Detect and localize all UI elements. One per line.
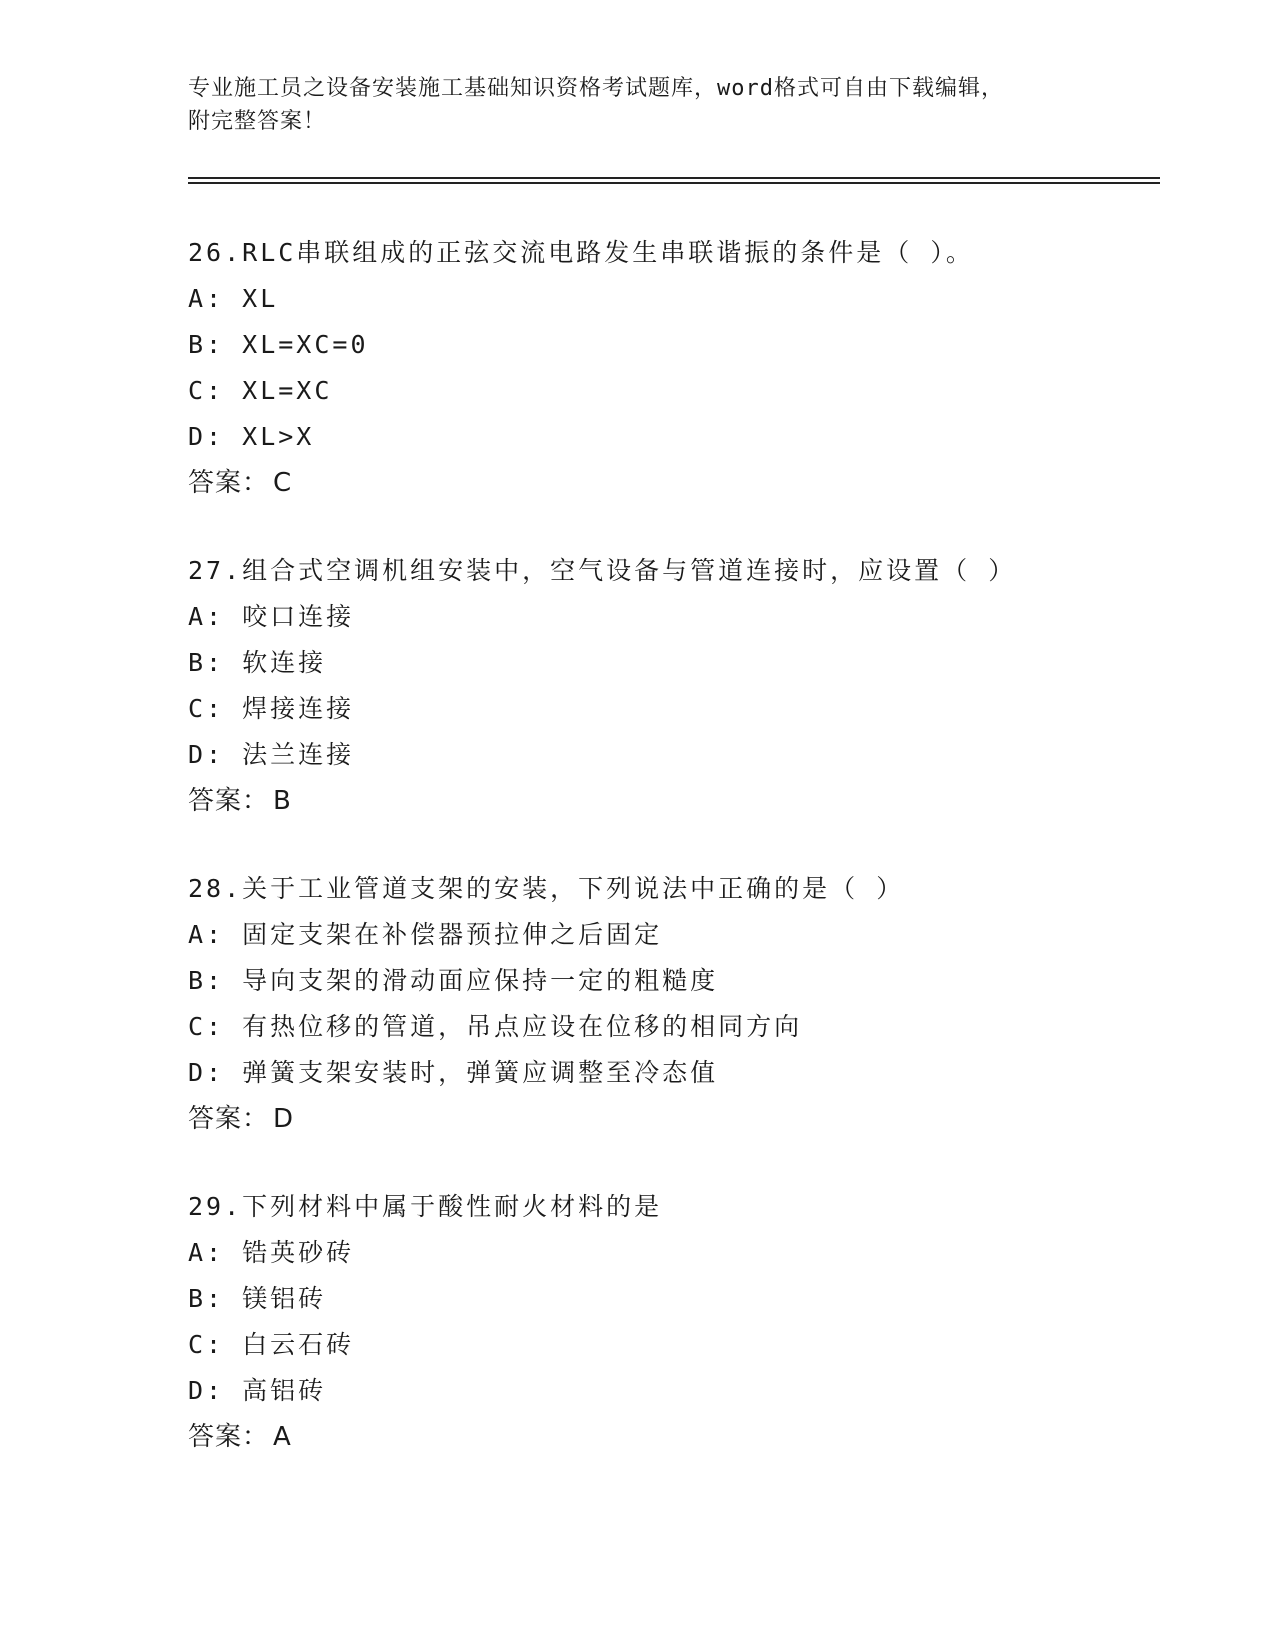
option-b: B: XL=XC=0 (188, 330, 369, 359)
answer-label: 答案： (188, 468, 270, 498)
option-c: C: 有热位移的管道，吊点应设在位移的相同方向 (188, 1012, 803, 1041)
option-c: C: XL=XC (188, 376, 333, 405)
option-d: D: 弹簧支架安装时，弹簧应调整至冷态值 (188, 1058, 719, 1087)
option-a: A: 固定支架在补偿器预拉伸之后固定 (188, 920, 663, 949)
answer-label: 答案： (188, 1104, 270, 1134)
answer-line (188, 1096, 1168, 1142)
answer-line (188, 1414, 1168, 1460)
question-block (188, 548, 1168, 824)
option-b: B: 软连接 (188, 648, 327, 677)
option-d: D: XL>X (188, 422, 315, 451)
option-a: A: 咬口连接 (188, 602, 355, 631)
header-line-2: 附完整答案！ (188, 109, 327, 134)
option-a: A: XL (188, 284, 279, 313)
answer-label: 答案： (188, 1422, 270, 1452)
answer-line (188, 460, 1168, 506)
option-c: C: 白云石砖 (188, 1330, 355, 1359)
option-a: A: 锆英砂砖 (188, 1238, 355, 1267)
option-b: B: 导向支架的滑动面应保持一定的粗糙度 (188, 966, 719, 995)
header-line-1: 专业施工员之设备安装施工基础知识资格考试题库，word格式可自由下载编辑， (188, 76, 1004, 101)
question-block (188, 866, 1168, 1142)
header-divider-top (188, 177, 1160, 179)
document-header (188, 72, 1088, 138)
question-text: 27.组合式空调机组安装中，空气设备与管道连接时，应设置（ ） (188, 556, 1017, 585)
question-block (188, 1184, 1168, 1460)
header-divider-bottom (188, 182, 1160, 184)
answer-value: A (273, 1422, 292, 1452)
option-b: B: 镁铝砖 (188, 1284, 327, 1313)
option-d: D: 法兰连接 (188, 740, 355, 769)
question-block (188, 230, 1168, 506)
answer-value: D (273, 1104, 295, 1134)
answer-value: C (273, 468, 293, 498)
answer-line (188, 778, 1168, 824)
answer-value: B (273, 786, 292, 816)
option-c: C: 焊接连接 (188, 694, 355, 723)
question-text: 29.下列材料中属于酸性耐火材料的是 (188, 1192, 663, 1221)
answer-label: 答案： (188, 786, 270, 816)
question-text: 26.RLC串联组成的正弦交流电路发生串联谐振的条件是（ ）。 (188, 238, 974, 267)
question-text: 28.关于工业管道支架的安装，下列说法中正确的是（ ） (188, 874, 905, 903)
option-d: D: 高铝砖 (188, 1376, 327, 1405)
